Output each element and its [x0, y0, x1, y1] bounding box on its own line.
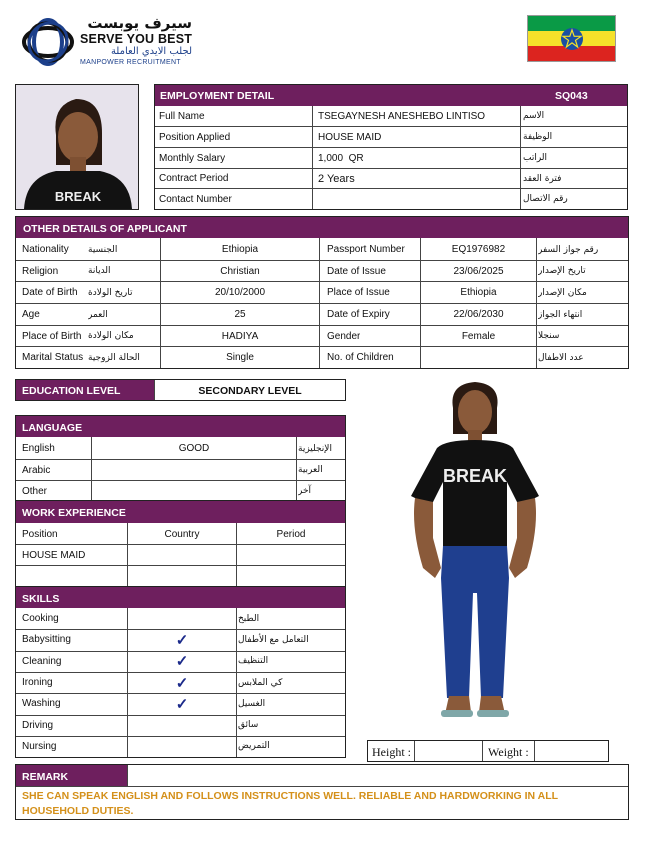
monthly-salary-arabic: الراتب	[523, 153, 548, 163]
skill-driving-arabic: سائق	[238, 720, 259, 731]
work-experience-table	[15, 500, 346, 587]
skill-nursing-arabic: التمريض	[238, 741, 270, 752]
language-table	[15, 415, 346, 502]
skill-nursing-check-icon	[128, 736, 236, 757]
contract-period-value: 2 Years	[318, 172, 355, 185]
place-of-birth-value: HADIYA	[221, 330, 259, 342]
logo-subtitle: MANPOWER RECRUITMENT	[80, 59, 181, 66]
language-english-arabic: الإنجليزية	[298, 443, 332, 454]
ethiopia-flag	[527, 15, 616, 62]
language-other-label: Other	[22, 485, 48, 497]
position-applied-value: HOUSE MAID	[318, 131, 382, 143]
full-name-label: Full Name	[159, 110, 205, 122]
contract-period-label: Contract Period	[159, 173, 229, 184]
marital-status-arabic: الحالة الزوجية	[88, 352, 140, 363]
portrait-shirt-text: BREAK	[54, 189, 102, 204]
date-of-birth-label: Date of Birth	[22, 287, 78, 298]
contact-number-label: Contact Number	[159, 193, 232, 205]
place-of-birth-label: Place of Birth	[22, 330, 82, 342]
full-name-value: TSEGAYNESH ANESHEBO LINTISO	[318, 110, 486, 122]
education-label: EDUCATION LEVEL	[16, 380, 154, 400]
remark-section	[15, 764, 629, 820]
date-of-expiry-label: Date of Expiry	[327, 309, 390, 320]
religion-arabic: الديانة	[88, 266, 111, 276]
skill-cooking-arabic: الطبخ	[238, 613, 260, 624]
skill-driving-check-icon	[128, 715, 236, 736]
work-row-1-period	[237, 545, 345, 565]
date-of-issue-arabic: تاريخ الإصدار	[538, 266, 586, 276]
nationality-value: Ethiopia	[221, 244, 259, 255]
language-other-arabic: آخر	[298, 486, 312, 496]
logo-title: SERVE YOU BEST	[80, 32, 193, 46]
skill-cleaning-arabic: التنظيف	[238, 656, 269, 667]
language-arabic-level	[92, 460, 296, 480]
work-header-period: Period	[276, 528, 306, 540]
age-label: Age	[22, 309, 40, 320]
date-of-expiry-arabic: انتهاء الجواز	[538, 309, 583, 320]
language-arabic-label: Arabic	[22, 464, 51, 476]
date-of-issue-label: Date of Issue	[327, 265, 386, 277]
language-title: LANGUAGE	[22, 422, 83, 434]
weight-label: Weight :	[488, 745, 529, 759]
work-row-1-position: HOUSE MAID	[22, 549, 86, 561]
language-header	[16, 416, 345, 437]
place-of-birth-arabic: مكان الولادة	[88, 331, 134, 341]
remark-title: REMARK	[22, 771, 69, 783]
work-experience-title: WORK EXPERIENCE	[22, 507, 126, 519]
employment-title: EMPLOYMENT DETAIL	[160, 90, 275, 102]
skills-table	[15, 586, 346, 758]
applicant-full-body-photo	[405, 378, 545, 730]
skill-washing-check-icon: ✓	[175, 695, 189, 713]
place-of-issue-label: Place of Issue	[327, 287, 390, 298]
monthly-salary-value: 1,000 QR	[318, 152, 364, 164]
work-header-country: Country	[164, 528, 200, 540]
gender-value: Female	[461, 330, 496, 342]
monthly-salary-label: Monthly Salary	[159, 152, 226, 164]
marital-status-value: Single	[226, 352, 254, 363]
nationality-arabic: الجنسية	[88, 244, 118, 255]
skill-babysitting-arabic: التعامل مع الأطفال	[238, 634, 309, 645]
language-english-label: English	[22, 443, 55, 454]
marital-status-label: Marital Status	[22, 352, 84, 363]
no-of-children-arabic: عدد الاطفال	[538, 352, 584, 363]
skills-header	[16, 587, 345, 608]
work-row-2-country	[128, 566, 236, 586]
employment-header	[155, 85, 627, 106]
skill-ironing-arabic: كي الملابس	[238, 677, 283, 688]
gender-arabic: سنجلا	[538, 331, 560, 341]
date-of-birth-arabic: تاريخ الولادة	[88, 287, 133, 298]
skills-title: SKILLS	[22, 593, 60, 605]
place-of-issue-arabic: مكان الإصدار	[538, 287, 587, 298]
religion-value: Christian	[220, 265, 260, 277]
position-applied-label: Position Applied	[159, 131, 231, 143]
age-arabic: العمر	[88, 309, 108, 320]
no-of-children-label: No. of Children	[327, 352, 394, 363]
work-experience-header	[16, 501, 345, 523]
religion-label: Religion	[22, 265, 59, 277]
date-of-expiry-value: 22/06/2030	[453, 309, 504, 320]
skill-cooking-label: Cooking	[22, 613, 59, 625]
gender-label: Gender	[327, 330, 361, 342]
height-weight-row	[367, 740, 609, 762]
logo-arabic-subtitle: لجلب الايدي العاملة	[110, 46, 192, 57]
skill-washing-arabic: الغسيل	[238, 698, 266, 709]
skill-babysitting-label: Babysitting	[22, 634, 71, 646]
height-label: Height :	[372, 745, 411, 759]
passport-number-value: EQ1976982	[451, 244, 506, 255]
employment-detail-table	[154, 84, 628, 210]
full-body-shirt-text: BREAK	[442, 466, 508, 486]
skill-cleaning-check-icon: ✓	[175, 653, 189, 671]
passport-number-label: Passport Number	[327, 244, 405, 255]
work-header-position: Position	[22, 528, 58, 540]
skill-ironing-check-icon: ✓	[175, 674, 189, 692]
flag-star-emblem-icon	[560, 27, 584, 51]
skill-cleaning-label: Cleaning	[22, 655, 62, 667]
date-of-birth-value: 20/10/2000	[214, 287, 266, 298]
passport-number-arabic: رقم جواز السفر	[538, 244, 599, 255]
skill-cooking-check-icon	[128, 608, 236, 629]
place-of-issue-value: Ethiopia	[460, 287, 497, 298]
applicant-code: SQ043	[555, 90, 588, 102]
remark-header	[16, 765, 127, 786]
language-other-level	[92, 481, 296, 501]
other-details-table	[15, 216, 629, 369]
work-row-2-period	[237, 566, 345, 586]
contact-number-arabic: رقم الاتصال	[523, 194, 568, 204]
age-value: 25	[234, 309, 246, 320]
education-value: SECONDARY LEVEL	[198, 385, 302, 397]
contract-period-arabic: فترة العقد	[523, 173, 562, 184]
applicant-portrait-photo	[15, 84, 139, 210]
language-english-level: GOOD	[178, 443, 210, 454]
remark-text: SHE CAN SPEAK ENGLISH AND FOLLOWS INSTRUCTIONS WELL. RELIABLE AND HARDWORKING IN ALL HOUSEHOLD DUTIES.	[22, 790, 558, 817]
skill-nursing-label: Nursing	[22, 740, 57, 752]
skill-babysitting-check-icon: ✓	[175, 631, 189, 649]
other-details-title: OTHER DETAILS OF APPLICANT	[23, 223, 187, 235]
education-level-row	[15, 379, 346, 401]
position-applied-arabic: الوظيفة	[523, 132, 553, 142]
skill-washing-label: Washing	[22, 698, 61, 710]
skill-ironing-label: Ironing	[22, 677, 53, 689]
logo-knot-icon	[20, 16, 76, 68]
company-logo	[20, 14, 200, 70]
skill-driving-label: Driving	[22, 719, 54, 731]
work-row-1-country	[128, 545, 236, 565]
other-details-header	[16, 217, 628, 238]
full-name-arabic: الاسم	[523, 111, 545, 121]
no-of-children-value	[421, 347, 536, 368]
nationality-label: Nationality	[22, 244, 69, 255]
logo-arabic-name: سيرف يوبست	[87, 14, 192, 32]
date-of-issue-value: 23/06/2025	[453, 265, 504, 277]
language-arabic-arabic: العربية	[298, 465, 323, 475]
